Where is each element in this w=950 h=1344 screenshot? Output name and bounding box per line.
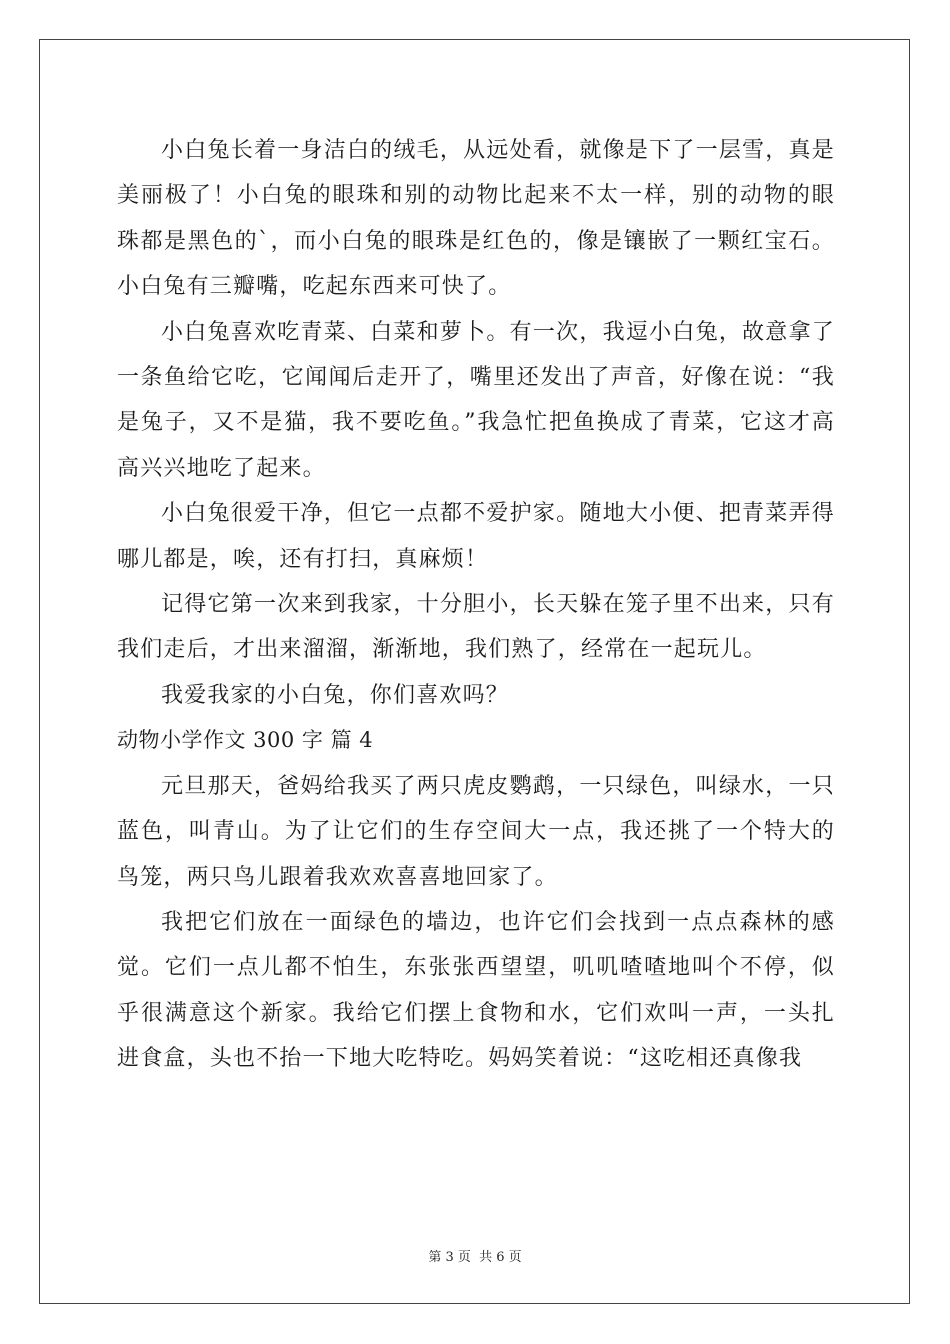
paragraph-rabbit-arrival: 记得它第一次来到我家，十分胆小，长天躲在笼子里不出来，只有我们走后，才出来溜溜，渐渐地，我们熟了，经常在一起玩儿。 — [117, 592, 835, 663]
paragraph-rabbit-food: 小白兔喜欢吃青菜、白菜和萝卜。有一次，我逗小白兔，故意拿了一条鱼给它吃，它闻闻后走开了，嘴里还发出了声音，好像在说：“我是兔子，又不是猫，我不要吃鱼。”我急忙把鱼换成了青菜，它这才高高兴兴地吃了起来。 — [117, 319, 835, 481]
paragraph-parrots-arrival: 元旦那天，爸妈给我买了两只虎皮鹦鹉，一只绿色，叫绿水，一只蓝色，叫青山。为了让它们的生存空间大一点，我还挑了一个特大的鸟笼，两只鸟儿跟着我欢欢喜喜地回家了。 — [117, 773, 835, 890]
section-heading: 动物小学作文 300 字 篇 4 — [117, 728, 374, 753]
document-body — [117, 128, 835, 1082]
paragraph-rabbit-appearance: 小白兔长着一身洁白的绒毛，从远处看，就像是下了一层雪，真是美丽极了！小白兔的眼珠和别的动物比起来不太一样，别的动物的眼珠都是黑色的`，而小白兔的眼珠是红色的，像是镶嵌了一颗红宝石。小白兔有三瓣嘴，吃起东西来可快了。 — [117, 138, 835, 300]
paragraph-parrots-new-home: 我把它们放在一面绿色的墙边，也许它们会找到一点点森林的感觉。它们一点儿都不怕生，东张张西望望，叽叽喳喳地叫个不停，似乎很满意这个新家。我给它们摆上食物和水，它们欢叫一声，一头扎进食盒，头也不抬一下地大吃特吃。妈妈笑着说：“这吃相还真像我 — [117, 909, 835, 1072]
page-number: 第 3 页 — [428, 1250, 471, 1265]
page-footer — [0, 1246, 950, 1265]
paragraph-rabbit-cleanliness: 小白兔很爱干净，但它一点都不爱护家。随地大小便、把青菜弄得哪儿都是，唉，还有打扫，真麻烦！ — [117, 501, 835, 572]
total-pages: 共 6 页 — [479, 1250, 522, 1265]
paragraph-rabbit-closing: 我爱我家的小白兔，你们喜欢吗？ — [161, 682, 510, 708]
